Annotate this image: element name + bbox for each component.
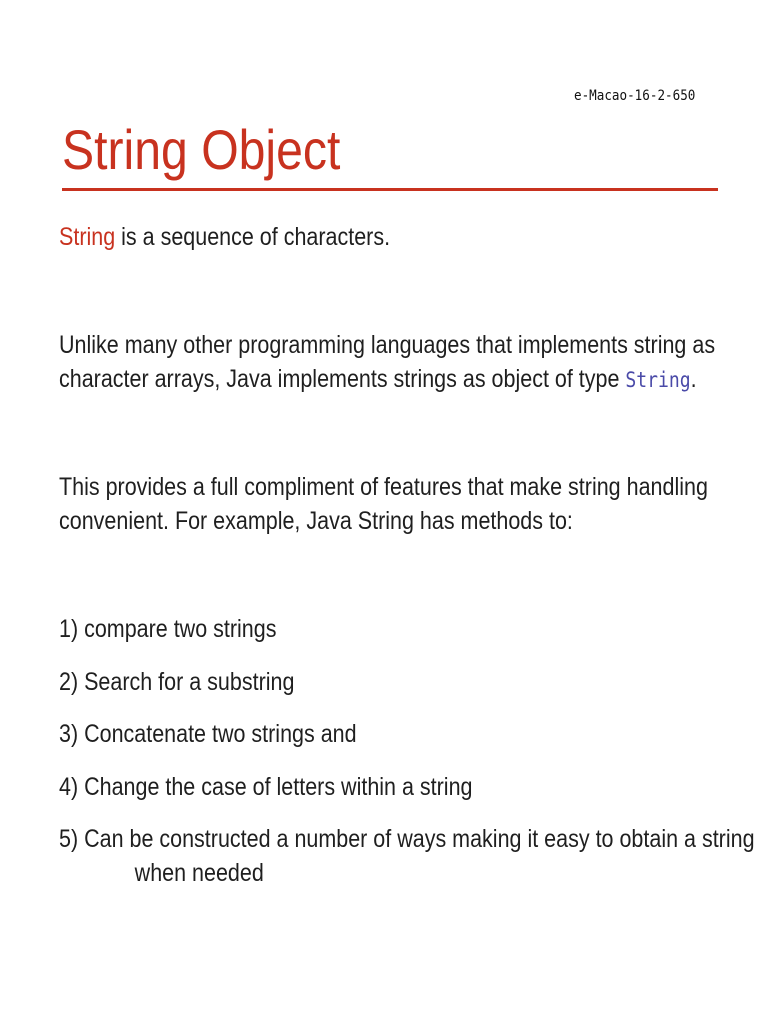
title-underline	[62, 188, 718, 191]
paragraph-line: This provides a full compliment of features that make string handling	[59, 473, 708, 501]
list-item: 4) Change the case of letters within a string	[59, 773, 473, 801]
list-item: 2) Search for a substring	[59, 668, 295, 696]
list-item-continuation-text: when needed	[134, 859, 264, 887]
paragraph-java-strings	[59, 328, 715, 397]
slide-id: e-Macao-16-2-650	[574, 88, 696, 104]
list-item: 3) Concatenate two strings and	[59, 720, 357, 748]
intro-paragraph	[59, 220, 390, 254]
string-type-code: String	[625, 368, 691, 392]
list-item-continuation	[59, 856, 755, 890]
period: .	[690, 365, 697, 393]
paragraph-line	[59, 362, 715, 397]
string-keyword: String	[59, 223, 116, 251]
intro-text: is a sequence of characters.	[115, 223, 391, 251]
paragraph-line: Unlike many other programming languages that implements string as	[59, 331, 716, 359]
paragraph-line-text: character arrays, Java implements strings as object of type	[59, 365, 626, 393]
page-title: String Object	[62, 118, 341, 181]
paragraph-features	[59, 470, 708, 538]
list-item	[59, 822, 755, 890]
list-item-line: 5) Can be constructed a number of ways making it easy to obtain a string	[59, 825, 755, 853]
list-item: 1) compare two strings	[59, 615, 277, 643]
paragraph-line: convenient. For example, Java String has methods to:	[59, 507, 573, 535]
